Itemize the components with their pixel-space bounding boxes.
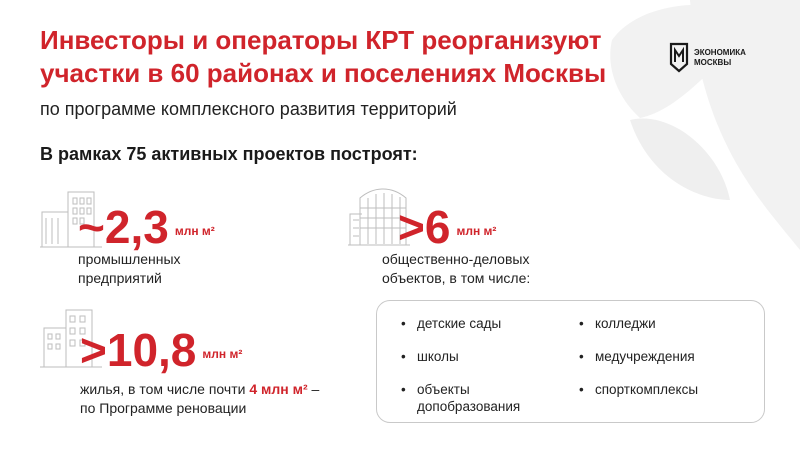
page-subtitle: по программе комплексного развития территорий (40, 99, 457, 119)
stat-description (78, 250, 181, 288)
list-item: • колледжи (573, 315, 698, 332)
title-line: участки в 60 районах и поселениях Москвы (40, 58, 607, 88)
list-item-text: объекты (417, 382, 470, 397)
title-line: Инвесторы и операторы КРТ реорганизуют (40, 25, 602, 55)
stat-unit: млн м² (202, 347, 243, 361)
stat-value-office (398, 201, 497, 253)
stat-number: >10,8 (80, 324, 197, 376)
stat-desc-line: общественно-деловых (382, 251, 530, 267)
renovation-highlight: 4 млн м² (249, 381, 308, 397)
list-item: • детские сады (395, 315, 520, 332)
stat-description (382, 250, 530, 288)
facilities-list-box (376, 300, 765, 423)
section-heading: В рамках 75 активных проектов построят: (40, 144, 418, 164)
list-item (395, 381, 520, 415)
stat-value-residential (80, 324, 243, 376)
stat-value-industrial (78, 201, 215, 253)
list-item-text: допобразования (417, 399, 521, 414)
stat-unit: млн м² (456, 224, 497, 238)
stat-desc-text: – (307, 381, 320, 397)
page-title (40, 24, 640, 90)
stat-desc-line: промышленных (78, 251, 181, 267)
stat-description (80, 380, 319, 418)
logo-line: ЭКОНОМИКА (694, 48, 746, 57)
stat-desc-line: по Программе реновации (80, 400, 247, 416)
stat-desc-text: жилья, в том числе почти (80, 381, 250, 397)
facilities-list-left (395, 315, 520, 415)
list-item: • спорткомплексы (573, 381, 698, 398)
list-item: • медучреждения (573, 348, 698, 365)
stat-desc-line (80, 380, 319, 399)
logo-text (694, 48, 746, 68)
stat-number: ~2,3 (78, 201, 169, 253)
stat-number: >6 (398, 201, 451, 253)
list-item: • школы (395, 348, 520, 365)
stat-desc-line: объектов, в том числе: (382, 270, 531, 286)
stat-desc-line: предприятий (78, 270, 162, 286)
facilities-list-right (573, 315, 698, 414)
stat-unit: млн м² (174, 224, 215, 238)
logo-line: МОСКВЫ (694, 58, 732, 67)
